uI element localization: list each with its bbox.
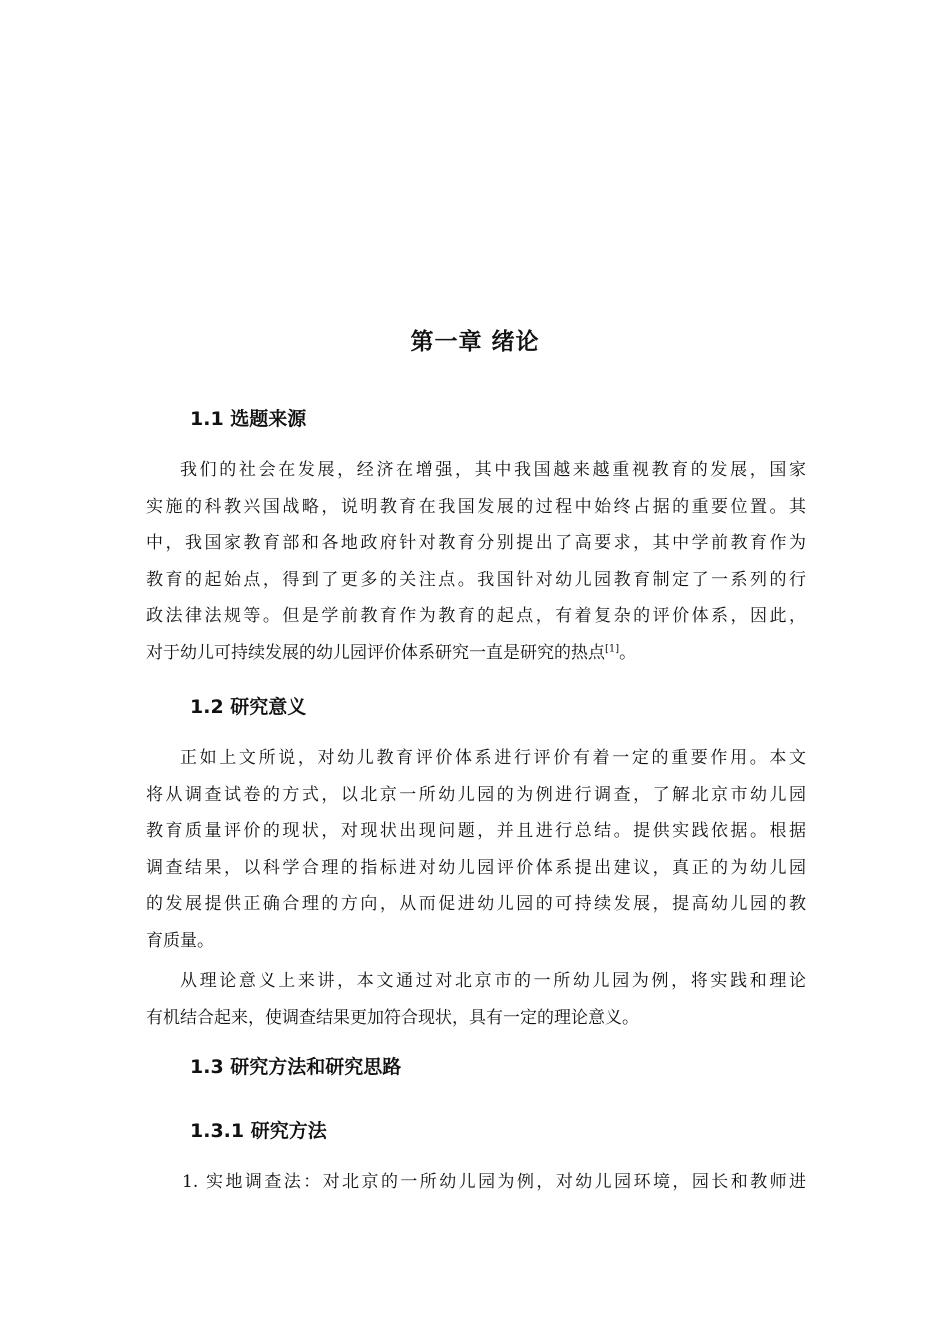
paragraph-line: 将从调查试卷的方式，以北京一所幼儿园的为例进行调查，了解北京市幼儿园 bbox=[146, 784, 806, 805]
section-1-3-1-list bbox=[146, 1164, 806, 1201]
section-heading-1-1: 1.1 选题来源 bbox=[190, 408, 307, 430]
paragraph-line: 调查结果，以科学合理的指标进对幼儿园评价体系提出建议，真正的为幼儿园 bbox=[146, 857, 806, 878]
paragraph-line-text: 对于幼儿可持续发展的幼儿园评价体系研究一直是研究的热点 bbox=[146, 642, 605, 663]
section-heading-1-3: 1.3 研究方法和研究思路 bbox=[190, 1056, 402, 1078]
section-1-2-paragraph-2 bbox=[146, 963, 806, 1036]
chapter-title: 第一章 绪论 bbox=[410, 329, 540, 355]
paragraph-line: 育质量。 bbox=[146, 930, 214, 951]
paragraph-line: 中，我国家教育部和各地政府针对教育分别提出了高要求，其中学前教育作为 bbox=[146, 533, 806, 553]
paragraph-line: 从理论意义上来讲，本文通过对北京市的一所幼儿园为例，将实践和理论 bbox=[180, 971, 806, 991]
list-item: 1. 实地调查法：对北京的一所幼儿园为例，对幼儿园环境，园长和教师进 bbox=[182, 1172, 806, 1192]
paragraph-line: 实施的科教兴国战略，说明教育在我国发展的过程中始终占据的重要位置。其 bbox=[146, 496, 806, 517]
paragraph-line: 政法律法规等。但是学前教育作为教育的起点，有着复杂的评价体系，因此， bbox=[146, 606, 806, 626]
end-punct: 。 bbox=[619, 642, 637, 663]
paragraph-line: 教育质量评价的现状，对现状出现问题，并且进行总结。提供实践依据。根据 bbox=[146, 821, 806, 841]
section-1-1-paragraph bbox=[146, 452, 806, 671]
paragraph-last-line bbox=[146, 635, 806, 672]
paragraph-line: 正如上文所说，对幼儿教育评价体系进行评价有着一定的重要作用。本文 bbox=[180, 748, 806, 768]
paragraph-line: 的发展提供正确合理的方向，从而促进幼儿园的可持续发展，提高幼儿园的教 bbox=[146, 894, 806, 914]
paragraph-line: 教育的起始点，得到了更多的关注点。我国针对幼儿园教育制定了一系列的行 bbox=[146, 569, 806, 590]
section-heading-1-2: 1.2 研究意义 bbox=[190, 696, 307, 718]
section-1-2-paragraph-1 bbox=[146, 740, 806, 959]
paragraph-line: 我们的社会在发展，经济在增强，其中我国越来越重视教育的发展，国家 bbox=[180, 460, 806, 480]
citation-ref[interactable]: [1] bbox=[605, 642, 620, 654]
paragraph-line: 有机结合起来，使调查结果更加符合现状，具有一定的理论意义。 bbox=[146, 1007, 639, 1028]
section-heading-1-3-1: 1.3.1 研究方法 bbox=[190, 1120, 327, 1142]
